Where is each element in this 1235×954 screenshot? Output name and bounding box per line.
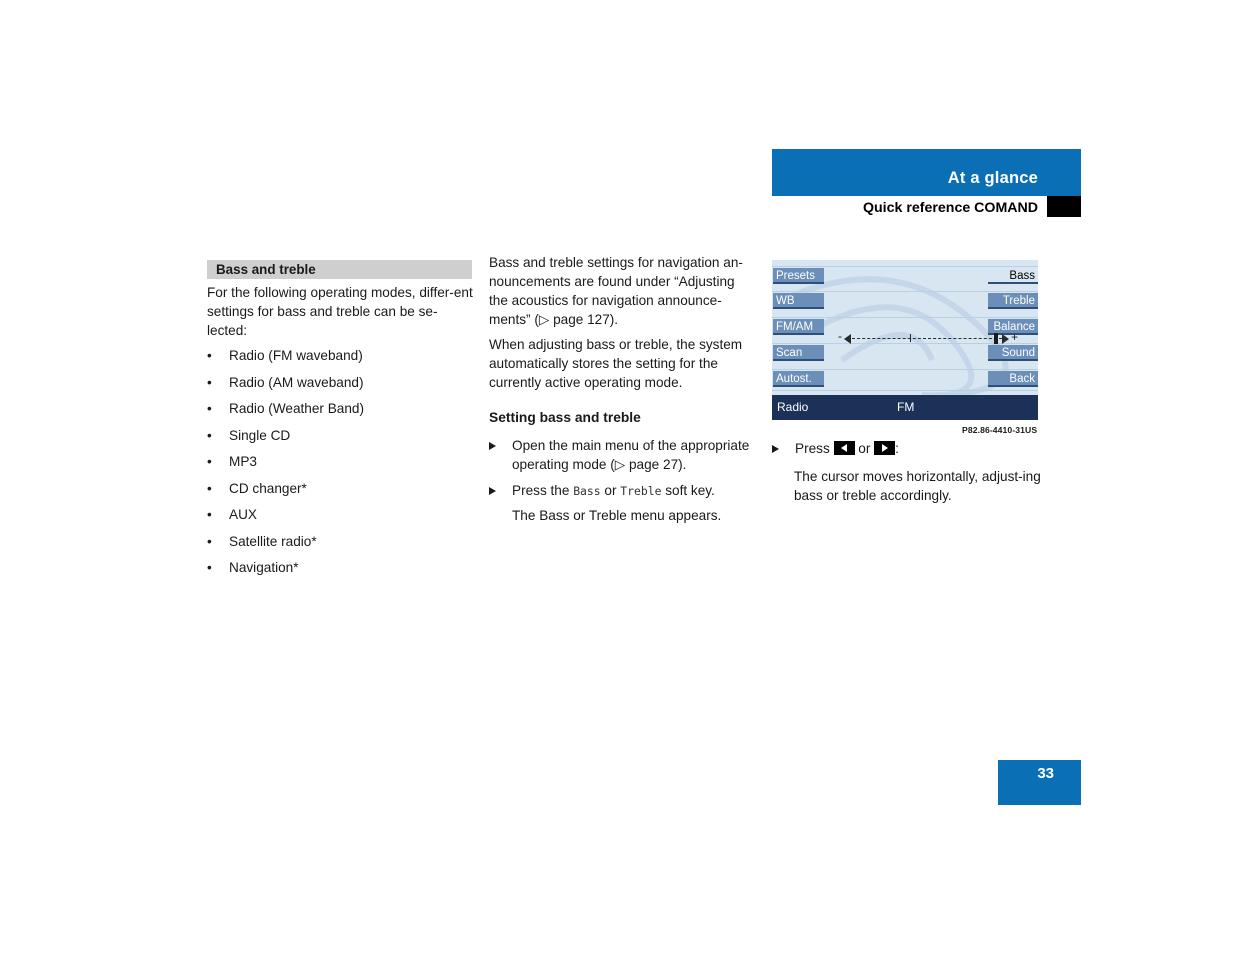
softkey-wb[interactable]: WB [773, 293, 824, 309]
left-arrow-key-icon [834, 441, 855, 455]
chapter-title: At a glance [947, 169, 1038, 187]
step-result: The cursor moves horizontally, adjust-ing bass or treble accordingly. [794, 469, 1041, 503]
display-divider [772, 291, 1038, 292]
softkey-scan[interactable]: Scan [773, 345, 824, 361]
display-divider [772, 317, 1038, 318]
slider-left-arrow-icon [844, 334, 851, 344]
section-subtitle: Quick reference COMAND [862, 200, 1038, 216]
slider-track [852, 338, 1002, 339]
section-heading: Bass and treble [216, 262, 316, 277]
status-bar [772, 395, 1038, 420]
softkey-back[interactable]: Back [988, 371, 1038, 387]
softkey-autostore[interactable]: Autost. [773, 371, 824, 387]
bass-slider[interactable] [838, 329, 1030, 345]
status-band: FM [897, 400, 915, 414]
slider-plus: + [1011, 330, 1019, 344]
softkey-treble[interactable]: Treble [988, 293, 1038, 309]
navigation-acoustics-note: Bass and treble settings for navigation an-nouncements are found under “Adjusting the acoustics for navigation announce-ments” (▷ page 127). [489, 255, 743, 327]
step-arrow-icon [489, 442, 496, 450]
auto-store-note: When adjusting bass or treble, the system automatically stores the setting for the currently active operating mode. [489, 337, 743, 390]
step-result: The Bass or Treble menu appears. [512, 508, 722, 523]
step-text: Press or : [795, 441, 899, 456]
header-tab-marker [1047, 196, 1081, 217]
slider-minus: - [838, 329, 842, 343]
slider-center-tick [910, 334, 911, 342]
softkey-presets[interactable]: Presets [773, 268, 824, 284]
figure-code: P82.86-4410-31US [962, 425, 1038, 435]
treble-softkey-label: Treble [620, 484, 662, 498]
display-divider [772, 266, 1038, 267]
slider-cursor[interactable] [994, 333, 998, 344]
procedure-heading: Setting bass and treble [489, 410, 641, 425]
status-mode: Radio [777, 400, 809, 414]
step-text: Press the Bass or Treble soft key. [512, 483, 715, 498]
step-arrow-icon [489, 487, 496, 495]
softkey-fm-am[interactable]: FM/AM [773, 319, 824, 335]
page-number: 33 [1037, 765, 1054, 782]
softkey-sound[interactable]: Sound [988, 345, 1038, 361]
slider-right-arrow-icon [1002, 334, 1009, 344]
step-text: Open the main menu of the appropriate operating mode (▷ page 27). [512, 438, 750, 472]
softkey-balance[interactable]: Balance [988, 319, 1038, 335]
display-divider [772, 369, 1038, 370]
display-divider [772, 390, 1038, 391]
step-arrow-icon [772, 445, 779, 453]
softkey-bass[interactable]: Bass [988, 268, 1038, 284]
intro-paragraph: For the following operating modes, differ-ent settings for bass and treble can be se-lected: [207, 285, 473, 338]
bass-softkey-label: Bass [573, 484, 601, 498]
right-arrow-key-icon [874, 441, 895, 455]
comand-display [772, 260, 1038, 420]
